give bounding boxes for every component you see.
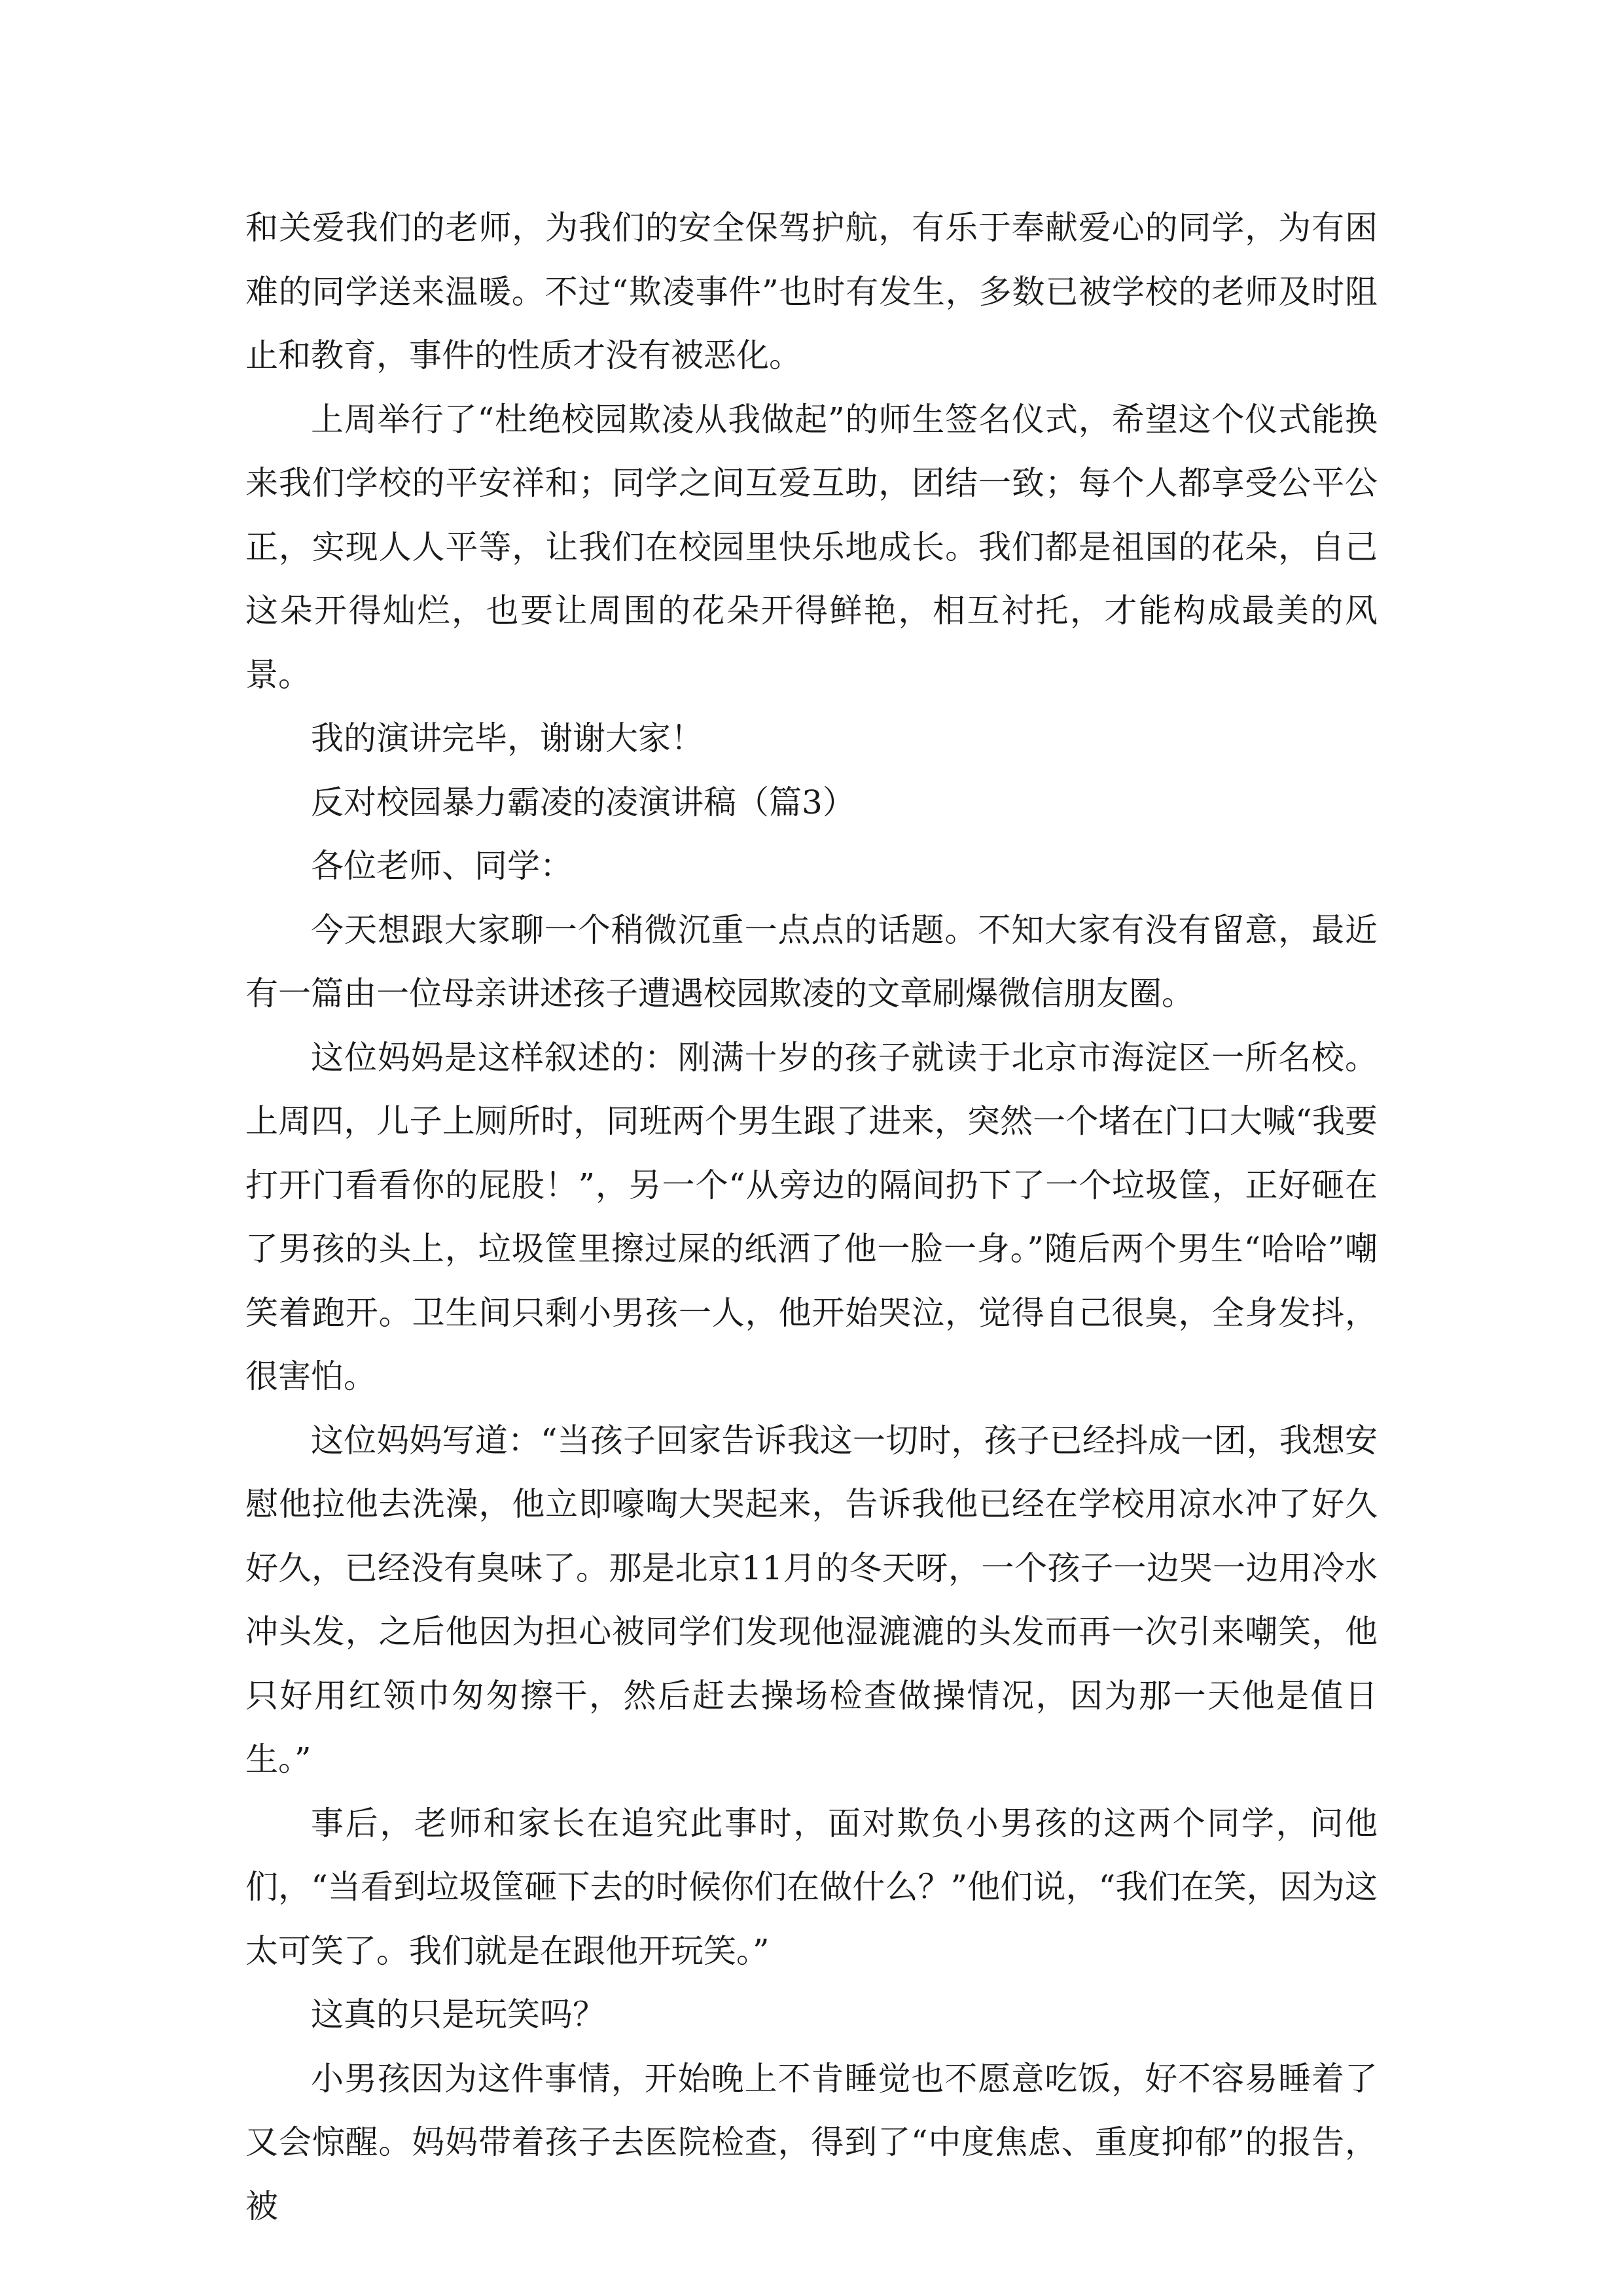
paragraph: 小男孩因为这件事情，开始晚上不肯睡觉也不愿意吃饭，好不容易睡着了又会惊醒。妈妈带着孩子去医院检查，得到了“中度焦虑、重度抑郁”的报告，被 — [245, 2059, 1378, 2225]
paragraph: 这位妈妈是这样叙述的：刚满十岁的孩子就读于北京市海淀区一所名校。上周四，儿子上厕所时，同班两个男生跟了进来，突然一个堵在门口大喊“我要打开门看看你的屁股！”，另一个“从旁边的隔间扔下了一个垃圾筐，正好砸在了男孩的头上，垃圾筐里擦过屎的纸洒了他一脸一身。”随后两个男生“哈哈”嘲笑着跑开。卫生间只剩小男孩一人，他开始哭泣，觉得自己很臭，全身发抖，很害怕。 — [245, 1038, 1378, 1395]
paragraph: 今天想跟大家聊一个稍微沉重一点点的话题。不知大家有没有留意，最近有一篇由一位母亲讲述孩子遭遇校园欺凌的文章刷爆微信朋友圈。 — [245, 910, 1378, 1013]
paragraph-closing: 我的演讲完毕，谢谢大家！ — [311, 719, 704, 757]
paragraph: 上周举行了“杜绝校园欺凌从我做起”的师生签名仪式，希望这个仪式能换来我们学校的平安祥和；同学之间互爱互助，团结一致；每个人都享受公平公正，实现人人平等，让我们在校园里快乐地成长。我们都是祖国的花朵，自己这朵开得灿烂，也要让周围的花朵开得鲜艳，相互衬托，才能构成最美的风景。 — [245, 400, 1378, 694]
body-text — [245, 196, 1378, 2238]
paragraph-question: 这真的只是玩笑吗？ — [311, 1996, 605, 2034]
paragraph: 事后，老师和家长在追究此事时，面对欺负小男孩的这两个同学，问他们，“当看到垃圾筐砸下去的时候你们在做什么？”他们说，“我们在笑，因为这太可笑了。我们就是在跟他开玩笑。” — [245, 1804, 1378, 1970]
salutation: 各位老师、同学： — [311, 847, 573, 885]
paragraph-continuation: 和关爱我们的老师，为我们的安全保驾护航，有乐于奉献爱心的同学，为有困难的同学送来温暖。不过“欺凌事件”也时有发生，多数已被学校的老师及时阻止和教育，事件的性质才没有被恶化。 — [245, 209, 1378, 374]
paragraph: 这位妈妈写道：“当孩子回家告诉我这一切时，孩子已经抖成一团，我想安慰他拉他去洗澡，他立即嚎啕大哭起来，告诉我他已经在学校用凉水冲了好久好久，已经没有臭味了。那是北京11月的冬天呀，一个孩子一边哭一边用冷水冲头发，之后他因为担心被同学们发现他湿漉漉的头发而再一次引来嘲笑，他只好用红领巾匆匆擦干，然后赶去操场检查做操情况，因为那一天他是值日生。” — [245, 1421, 1378, 1778]
section-heading: 反对校园暴力霸凌的凌演讲稿（篇3） — [311, 783, 855, 821]
